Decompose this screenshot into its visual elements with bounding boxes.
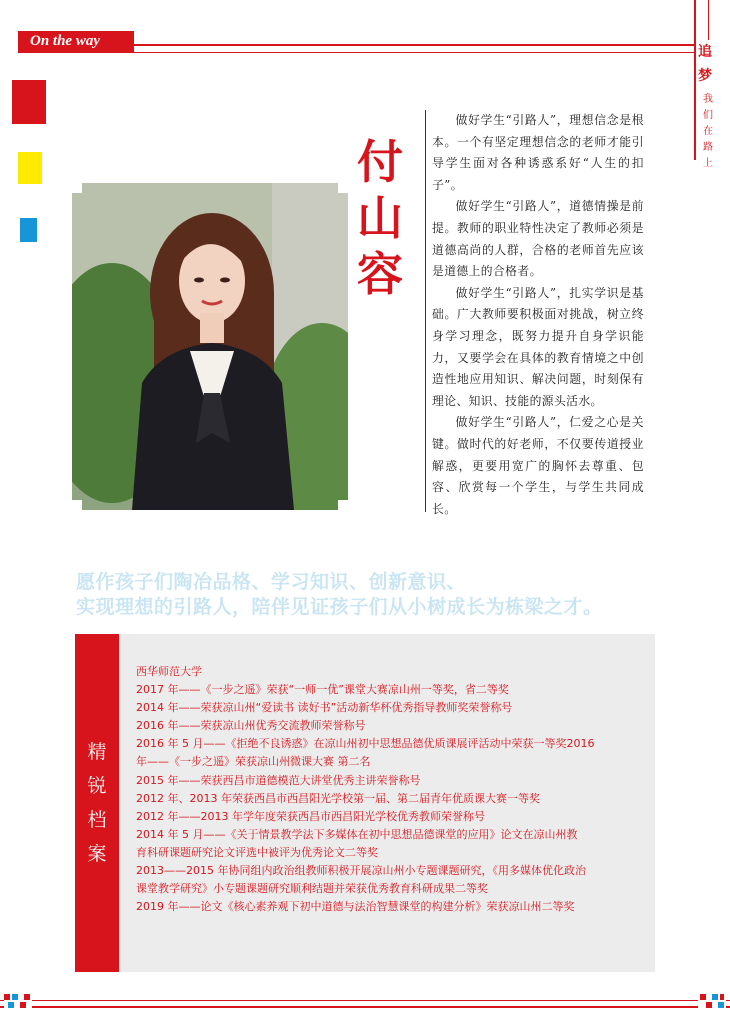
footer-rule [0, 1000, 730, 1001]
motto [76, 570, 676, 620]
photo-corner [72, 183, 82, 193]
bio-paragraph: 做好学生“引路人”，道德情操是前提。教师的职业特性决定了教师必须是道德高尚的人群，合格的老师首先应该是道德上的合格者。 [432, 199, 644, 279]
bio-paragraph: 做好学生“引路人”，扎实学识是基础。广大教师要积极面对挑战，树立终身学习理念，既努力提升自身学识能力，又要学会在具体的教育情境之中创造性地应用知识、解决问题，时刻保有理论、知识、技能的源头活水。 [432, 285, 644, 408]
record-item: 年——《一步之遥》荣获凉山州微课大赛 第二名 [136, 755, 371, 769]
record-item: 课堂教学研究》小专题课题研究顺利结题并荣获优秀教育科研成果二等奖 [136, 882, 488, 896]
record-item: 西华师范大学 [136, 665, 202, 678]
side-rule-thin [708, 0, 709, 40]
decor-yellow-square [18, 152, 42, 184]
footer-pattern-left [4, 990, 32, 1012]
photo-corner [338, 183, 348, 193]
portrait-photo [72, 183, 348, 510]
motto-line: 实现理想的引路人，陪伴见证孩子们从小树成长为栋梁之才。 [76, 596, 603, 618]
record-title-char: 档 [87, 809, 107, 831]
record-item: 2019 年——论文《核心素养观下初中道德与法治智慧课堂的构建分析》荣获凉山州二等奖 [136, 900, 575, 914]
record-title-char: 锐 [87, 775, 107, 797]
bio-text [432, 110, 644, 520]
record-item: 2013——2015 年协同组内政治组教师积极开展凉山州小专题课题研究，《用多媒体优化政治 [136, 864, 586, 878]
record-title-char: 精 [87, 741, 107, 763]
record-title-char: 案 [87, 843, 107, 865]
side-subtitle: 我 们 在 路 上 [703, 94, 713, 169]
record-item: 2012 年——2013 年学年度荣获西昌市西昌阳光学校优秀教师荣誉称号 [136, 809, 485, 823]
record-item: 2016 年 5 月——《拒绝不良诱惑》在凉山州初中思想品德优质课展评活动中荣获一等奖2016 [136, 737, 595, 751]
bio-rule [425, 110, 426, 512]
teacher-name: 付 山 容 [357, 135, 403, 301]
header-rule [134, 44, 694, 46]
bio-paragraph: 做好学生“引路人”，仁爱之心是关键。做时代的好老师，不仅要传道授业解惑，更要用宽广的胸怀去尊重、包容、欣赏每一个学生，与学生共同成长。 [432, 415, 644, 516]
bio-paragraph: 做好学生“引路人”，理想信念是根本。一个有坚定理想信念的老师才能引导学生面对各种诱惑系好“人生的扣子”。 [432, 113, 644, 192]
photo-corner [72, 500, 82, 510]
record-item: 2014 年——荣获凉山州“爱读书 读好书”活动新华杯优秀指导教师奖荣誉称号 [136, 701, 513, 715]
decor-red-square [12, 80, 46, 124]
decor-blue-square [20, 218, 37, 242]
record-item: 2016 年——荣获凉山州优秀交流教师荣誉称号 [136, 719, 366, 733]
footer-rule-thick [0, 1006, 730, 1008]
record-item: 2014 年 5 月——《关于情景教学法下多媒体在初中思想品德课堂的应用》论文在凉山州教 [136, 827, 578, 841]
record-item: 2015 年——荣获西昌市道德模范大讲堂优秀主讲荣誉称号 [136, 773, 421, 787]
record-list [136, 663, 646, 916]
footer-pattern-right [698, 990, 726, 1012]
header-rule-thin [18, 52, 694, 53]
record-item: 育科研课题研究论文评选中被评为优秀论文二等奖 [136, 845, 378, 859]
section-tag: On the way [18, 31, 134, 52]
motto-line: 愿作孩子们陶冶品格、学习知识、创新意识、 [76, 571, 467, 593]
record-title-bar [75, 634, 119, 972]
record-item: 2017 年——《一步之遥》荣获“一师一优”课堂大赛凉山州一等奖，省二等奖 [136, 683, 509, 697]
side-title: 追 梦 [698, 44, 712, 84]
photo-corner [338, 500, 348, 510]
portrait-illustration [72, 183, 348, 510]
record-item: 2012 年、2013 年荣获西昌市西昌阳光学校第一届、第二届青年优质课大赛一等奖 [136, 791, 540, 805]
